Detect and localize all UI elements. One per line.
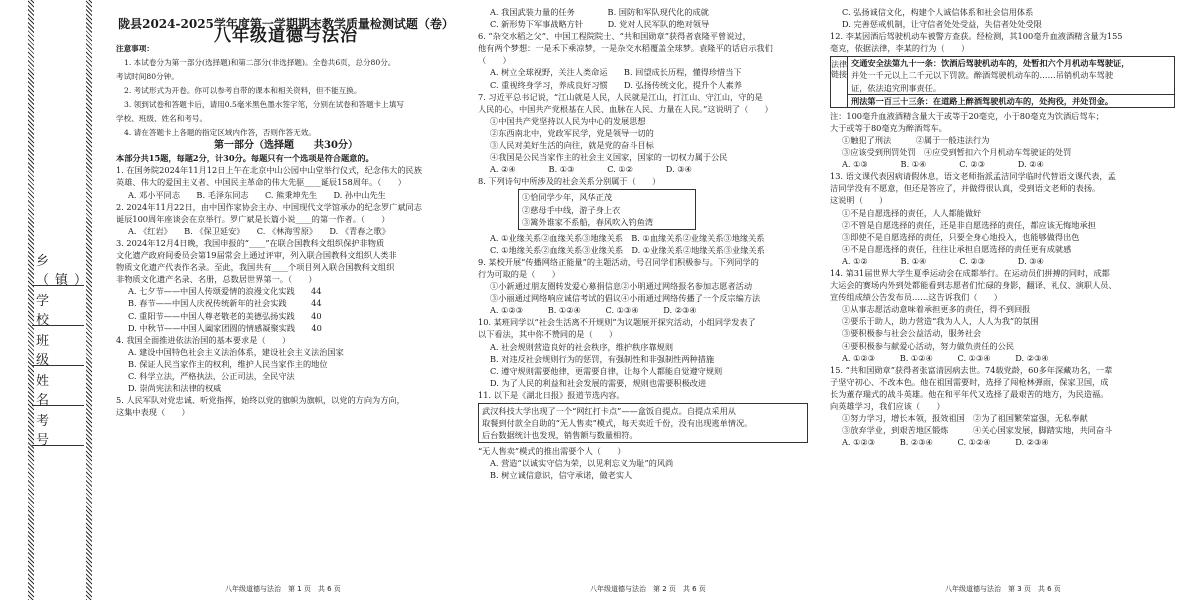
question-line: 人民的心，中国共产党根基在人民、血脉在人民、力量在人民。”这说明了（ ） <box>478 103 773 114</box>
question-line: 注：100毫升血液酒精含量大于或等于20毫克，小于80毫克为饮酒后驾车； <box>830 110 1104 121</box>
option-line: A. 建设中国特色社会主义法治体系，建设社会主义法治国家 <box>128 346 344 357</box>
option-line: ①小新通过朋友圈转发爱心募捐信息②小明通过网络报名参加志愿者活动 <box>490 281 753 292</box>
note-line: 2. 考试形式为开卷。你可以参考自带的课本和相关资料，但不能互换。 <box>124 86 362 96</box>
page-footer: 八年级道德与法治 第 2 页 共 6 页 <box>590 585 706 593</box>
option-line: A. ①②③ B. ②③④ C. ①②④ D. ②③④ <box>842 437 1049 448</box>
question-line: 向英雄学习，我们应该（ ） <box>830 401 945 411</box>
option-line: ①中国共产党坚持以人民为中心的发展思想 <box>490 115 646 126</box>
option-line: A. ①②③ B. ①②④ C. ①③④ D. ②③④ <box>842 352 1049 363</box>
page-footer: 八年级道德与法治 第 1 页 共 6 页 <box>225 585 341 593</box>
note-line: 3. 领到试卷和答题卡后，请用0.5毫米黑色墨水签字笔，分别在试卷和答题卡上填写 <box>124 100 404 110</box>
option-line: ③小丽通过网络响应诚信考试的倡议④小雨通过网络传播了一个反宗编方法 <box>490 293 761 304</box>
option-line: C. ①地缘关系②血缘关系③业缘关系 D. ①业缘关系②地缘关系③业缘关系 <box>490 244 765 255</box>
option-line: C. 科学立法，严格执法，公正司法，全民守法 <box>128 370 295 381</box>
notes-section <box>116 42 456 140</box>
question-line: 1. 在国务院2024年11月12日上午在北京中山公园中山堂举行仪式，纪念伟大的民族 <box>116 165 422 176</box>
note-line: 1. 本试卷分为第一部分(选择题)和第二部分(非选择题)。全卷共6页，总分80分。 <box>124 58 396 68</box>
question-line: 12. 李某因酒后驾驶机动车被警方查获。经检测，其100毫升血液酒精含量为155 <box>830 31 1123 42</box>
page-footer: 八年级道德与法治 第 3 页 共 6 页 <box>945 585 1061 593</box>
option-line: B. 春节——中国人庆祝传统新年的社会实践 44 <box>128 298 322 309</box>
field-label: 姓 名 <box>36 374 56 408</box>
part-description: 本部分共15题，每题2分，计30分。每题只有一个选项是符合题意的。 <box>116 153 374 164</box>
question-line: 3. 2024年12月4日晚，我国申报的“____”在联合国教科文组织保护非物质 <box>116 237 385 248</box>
sidebar-hatch-right <box>86 0 92 600</box>
question-line: 长为董存瑞式的战斗英雄。他在和平年代又选择了最艰苦的地方，为民造福。 <box>830 388 1109 399</box>
option-line: ③要积极参与社会公益活动，服务社会 <box>842 328 982 339</box>
option-line: ③即使不是自愿选择的责任，只要全身心地投入，也能够做得出色 <box>842 231 1080 242</box>
question-line: 他有两个梦想：一是禾下乘凉梦，一是杂交水稻覆盖全球梦。袁隆平的话启示我们 <box>478 43 773 54</box>
option-line: ①触犯了刑法 ②属于一般违法行为 <box>842 134 990 145</box>
option-line: C. 弘扬诚信文化，构建个人诚信体系和社会信用体系 <box>842 7 1034 17</box>
option-line: A. ②④ B. ①③ C. ①② D. ③④ <box>490 164 692 175</box>
exam-title: 陇县2024-2025学年度第一学期期末教学质量检测试题（卷） <box>118 17 454 31</box>
option-line: B. 对违反社会规则行为的惩罚，有强制性和非强制性两种措施 <box>490 353 715 364</box>
option-line: A. 营造“以诚实守信为荣，以见利忘义为耻”的风尚 <box>490 458 674 469</box>
option-line: ②东西南北中，党政军民学，党是领导一切的 <box>490 127 654 138</box>
question-line: 大运会的赛场内外到处都能看到志愿者们忙碌的身影，翻译、礼仪、演职人员、 <box>830 280 1117 291</box>
field-label: 学 校 <box>36 294 56 328</box>
law-line: 刑法第一百三十三条：在道路上醉酒驾驶机动车的，处拘役，并处罚金。 <box>848 94 1174 107</box>
option-line: D. 中秋节——中国人阖家团圆的情感凝聚实践 40 <box>128 322 322 333</box>
option-line: B. 保证人民当家作主的权利，维护人民当家作主的地位 <box>128 358 328 369</box>
option-line: ③应该受到刑罚处罚 ④应受到暂扣六个月机动车驾驶证的处罚 <box>842 147 1072 158</box>
option-line: A. ①②③ B. ①②④ C. ①③④ D. ②③④ <box>490 305 697 316</box>
question-line: 13. 语文课代表因病请假休息，语文老师指派孟洁同学临时代替语文课代表，孟 <box>830 171 1116 182</box>
option-line: ④不是自愿选择的责任，往往让承担自愿选择的责任更有成就感 <box>842 243 1072 254</box>
question-line: 行为可取的是（ ） <box>478 268 560 279</box>
option-line: A. 社会规则营造良好的社会秩序，维护秩序靠规则 <box>490 341 674 352</box>
question-line: 物质文化遗产代表作名录。至此，我国共有____个项目列入联合国教科文组织 <box>116 262 395 273</box>
option-line: C. 新形势下军事战略方针 D. 党对人民军队的绝对领导 <box>490 19 710 30</box>
question-line: 洁同学没有不愿意，但还是答应了，并做得很认真，受到语文老师的表扬。 <box>830 183 1101 194</box>
option-line: ①不是自愿选择的责任，人人都能做好 <box>842 207 982 218</box>
note-line: 学校、班级、姓名和考号。 <box>116 114 208 124</box>
option-line: ②不管是自愿选择的责任，还是非自愿选择的责任，都应该无悔地承担 <box>842 219 1096 230</box>
option-line: B. 树立诚信意识，信守承诺，做老实人 <box>490 470 633 481</box>
law-line: 证，依法追究刑事责任。 <box>851 82 942 93</box>
question-line: 英雄、伟大的爱国主义者、中国民主革命的伟大先驱____诞辰158周年。（ ） <box>116 177 406 188</box>
option-line: ④要积极参与献爱心活动，努力做负责任的公民 <box>842 340 1014 351</box>
page-2 <box>478 6 808 482</box>
question-line: 10. 某班同学以“社会生活离不开规则”为议题展开探究活动，小组同学发表了 <box>478 317 756 328</box>
option-line: ①从事志愿活动意味着承担更多的责任，得不到回报 <box>842 304 1031 315</box>
question-line: 6. “杂交水稻之父”、中国工程院院士、“共和国勋章”获得者袁隆平曾说过， <box>478 31 751 42</box>
question-line: 11. 以下是《湖北日报》报道节选内容。 <box>478 389 625 400</box>
question-line: （ ） <box>478 55 511 66</box>
page-3 <box>830 6 1175 448</box>
question-line: 非物质文化遗产名录、名册，总数居世界第一。（ ） <box>116 274 317 285</box>
option-line: A. 《红岩》 B. 《保卫延安》 C. 《林海雪原》 D. 《青春之歌》 <box>128 225 390 236</box>
school-field[interactable] <box>36 290 80 326</box>
option-line: A. 邓小平同志 B. 毛泽东同志 C. 熊秉坤先生 D. 孙中山先生 <box>128 189 386 200</box>
question-line: “无人售卖”模式的推出需要个人（ ） <box>478 446 626 457</box>
law-link-tag: 法律链接 <box>831 57 848 106</box>
part-heading: 第一部分（选择题 共30分） <box>214 140 358 152</box>
option-line: C. 重阳节——中国人尊老敬老的美德弘扬实践 40 <box>128 310 322 321</box>
class-field[interactable] <box>36 330 80 366</box>
question-line: 文化遗产政府间委员会第19届常会上通过评审，列入联合国教科文组织人类非 <box>116 250 397 261</box>
note-line: 4. 请在答题卡上各题的指定区域内作答，否则作答无效。 <box>124 128 316 138</box>
question-line: 9. 某校开展“传播网络正能量”的主题活动，号召同学们积极参与。下列同学的 <box>478 256 759 267</box>
option-line: A. ①③ B. ①④ C. ②③ D. ②④ <box>842 159 1044 170</box>
student-info-sidebar <box>0 0 92 600</box>
poem-box <box>518 189 696 229</box>
question-line: 这集中表现（ ） <box>116 407 190 418</box>
poem-line: ①恰同学少年，风华正茂 <box>522 192 613 203</box>
excerpt-line: 武汉科技大学出现了一个“网红打卡点”——盒饭自提点。自提点采用从 <box>482 406 736 416</box>
field-label: 考 号 <box>36 414 56 448</box>
question-line: 14. 第31届世界大学生夏季运动会在成都举行。在运动员们拼搏的同时，成都 <box>830 267 1110 278</box>
question-line: 4. 我国全面推进依法治国的基本要求是（ ） <box>116 334 291 345</box>
question-line: 大于或等于80毫克为醉酒驾车。 <box>830 122 947 133</box>
field-label: 班 级 <box>36 334 56 368</box>
question-line: 5. 人民军队对党忠诚、听党指挥，始终以党的旗帜为旗帜，以党的方向为方向， <box>116 395 405 406</box>
option-line: C. 遵守规则需要他律，更需要自律，让每个人都能自觉遵守规则 <box>490 365 723 376</box>
township-field[interactable] <box>36 250 94 288</box>
option-line: ①努力学习，增长本领，报效祖国 ②为了祖国繁荣富强，无私奉献 <box>842 413 1088 424</box>
question-line: 15. “共和国勋章”获得者张富清因病去世。74载党龄，60多年深藏功名，一辈 <box>830 364 1113 375</box>
option-line: D. 为了人民的利益和社会发展的需要，规则也需要积极改进 <box>490 377 707 388</box>
excerpt-line: 取餐到付款全自助的“无人售卖”模式，每天卖近千份，没有出现逃单情况。 <box>482 418 753 429</box>
option-line: A. 树立全球视野，关注人类命运 B. 回望成长历程，懂得珍惜当下 <box>490 67 742 78</box>
name-field[interactable] <box>36 370 80 406</box>
notes-title: 注意事项： <box>116 44 154 54</box>
excerpt-line: 后台数据统计也发现，销售额与数量相符。 <box>482 430 638 441</box>
option-line: A. ①② B. ①④ C. ②③ D. ③④ <box>842 255 1044 266</box>
question-line: 毫克，依据法律，李某的行为（ ） <box>830 43 970 54</box>
option-line: ④我国是公民当家作主的社会主义国家，国家的一切权力属于公民 <box>490 152 728 163</box>
option-line: D. 崇尚宪法和法律的权威 <box>128 383 222 394</box>
field-label: 乡（镇） <box>36 254 94 288</box>
subject-title: 八年级道德与法治 <box>214 26 358 47</box>
option-line: C. 重视终身学习，养成良好习惯 D. 弘扬传统文化，提升个人素养 <box>490 79 742 90</box>
question-line: 7. 习近平总书记说，“江山就是人民，人民就是江山，打江山、守江山，守的是 <box>478 91 763 102</box>
option-line: A. ①业缘关系②血缘关系③地缘关系 B. ①血缘关系②业缘关系③地缘关系 <box>490 232 765 243</box>
option-line: ②要乐于助人，助力营造“我为人人，人人为我”的氛围 <box>842 316 1039 327</box>
option-line: A. 我国武装力量的任务 B. 国防和军队现代化的成就 <box>490 7 709 17</box>
question-line: 这说明（ ） <box>830 195 888 206</box>
option-line: ③人民对美好生活的向往，就是党的奋斗目标 <box>490 140 654 151</box>
question-line: 子坚守初心、不改本色。他在祖国需要时，选择了闯枪林弹雨，保家卫国，成 <box>830 376 1109 387</box>
sidebar-hatch-left <box>28 0 34 600</box>
question-line: 宣传组成绩公告发布员……这告诉我们（ ） <box>830 292 1002 303</box>
option-line: ③放弃学业，到艰苦地区锻炼 ④关心国家发展，脚踏实地，共同奋斗 <box>842 425 1113 436</box>
option-line: A. 七夕节——中国人传颂爱情的浪漫文化实践 44 <box>128 286 322 297</box>
law-line: 交通安全法第九十一条：饮酒后驾驶机动车的，处暂扣六个月机动车驾驶证， <box>851 58 1130 69</box>
poem-line: ③篱外谁家不系船，春风吹入钓鱼湾 <box>522 216 654 227</box>
law-line: 并处一千元以上二千元以下罚款。醉酒驾驶机动车的……吊销机动车驾驶 <box>851 70 1114 81</box>
question-line: 诞辰100周年座谈会在京举行。罗广斌是长篇小说____的第一作者。（ ） <box>116 213 390 224</box>
question-line: 8. 下列诗句中所涉及的社会关系分别属于（ ） <box>478 176 661 187</box>
poem-line: ②慈母手中线，游子身上衣 <box>522 204 621 215</box>
note-line: 考试时间80分钟。 <box>116 72 179 82</box>
question-line: 以下看法，其中你不赞同的是（ ） <box>478 329 618 340</box>
law-link-box <box>830 56 1175 107</box>
question-line: 2. 2024年11月22日，由中国作家协会主办、中国现代文学馆承办的纪念罗广斌同志 <box>116 201 422 212</box>
option-line: D. 完善惩戒机制，让守信者处处受益，失信者处处受限 <box>842 19 1042 30</box>
exam-number-field[interactable] <box>36 410 80 446</box>
page-1 <box>116 18 456 418</box>
news-excerpt-box <box>478 403 808 443</box>
